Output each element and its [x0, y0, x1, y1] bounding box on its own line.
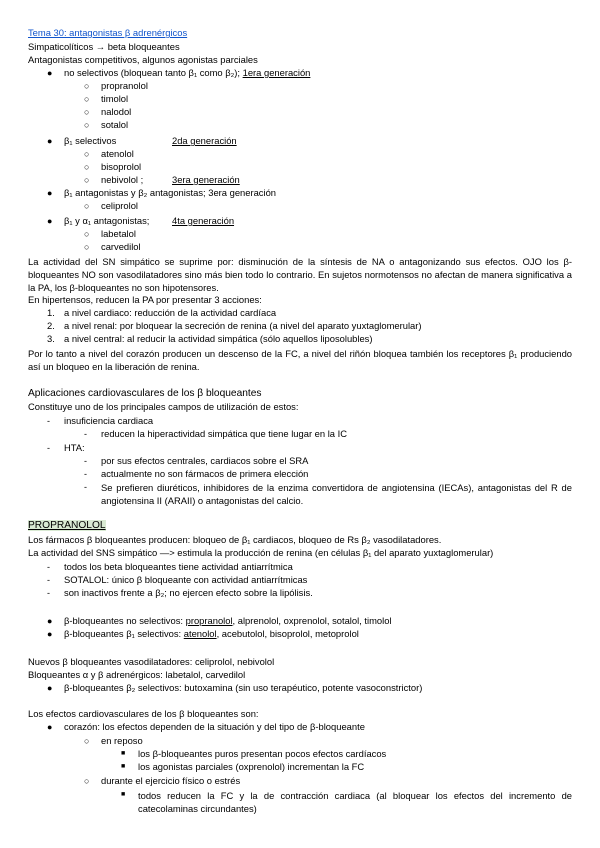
- drug-item: timolol: [101, 93, 129, 104]
- new-vasodilators: Nuevos β bloqueantes vasodilatadores: celiprolol, nebivolol: [28, 656, 275, 667]
- page-title[interactable]: [28, 27, 187, 39]
- bullet-disc: ●: [47, 616, 53, 626]
- hta-subitem: Se prefieren diuréticos, inhibidores de la enzima convertidora de angiotensina (IECAs), antagonistas del R de angiotensina II (ARAII) o antagonistas del calcio.: [101, 482, 572, 506]
- bullet-dash: -: [84, 469, 87, 479]
- propranolol-link: propranolol: [185, 615, 233, 626]
- rest-subitem: los β-bloqueantes puros presentan pocos efectos cardíacos: [138, 748, 387, 759]
- drug-item: labetalol: [101, 228, 136, 239]
- hypertension-line: En hipertensos, reducen la PA por presentar 3 acciones:: [28, 294, 262, 305]
- action-item: a nivel cardiaco: reducción de la actividad cardíaca: [64, 307, 277, 318]
- list-number: 2.: [47, 320, 55, 331]
- drug-item: nalodol: [101, 106, 132, 117]
- dash-item: son inactivos frente a β₂; no ejercen efecto sobre la lipólisis.: [64, 587, 313, 598]
- atenolol-link: atenolol: [183, 628, 217, 639]
- drug-item: atenolol: [101, 148, 134, 159]
- alpha-beta-blockers: Bloqueantes α y β adrenérgicos: labetalol, carvedilol: [28, 669, 246, 680]
- applications-intro: Constituye uno de los principales campos de utilización de estos:: [28, 401, 299, 412]
- ic-item: insuficiencia cardiaca: [64, 415, 154, 426]
- bullet-disc: ●: [47, 216, 53, 226]
- hta-subitem: actualmente no son fármacos de primera elección: [101, 468, 309, 479]
- prop-line-1: Los fármacos β bloqueantes producen: bloqueo de β₁ cardiacos, bloqueo de Rs β₂ vasodilatadores.: [28, 534, 442, 545]
- applications-title: Aplicaciones cardiovasculares de los β bloqueantes: [28, 388, 262, 399]
- bullet-circle: ○: [84, 107, 90, 117]
- effects-title: Los efectos cardiovasculares de los β bloqueantes son:: [28, 708, 259, 719]
- drug-item: sotalol: [101, 119, 129, 130]
- nonselective-list: β-bloqueantes no selectivos: propranolol, alprenolol, oxprenolol, sotalol, timolol: [64, 615, 392, 626]
- gen-3-label: 3era generación: [172, 174, 240, 185]
- bullet-circle: ○: [84, 175, 90, 185]
- bullet-circle: ○: [84, 201, 90, 211]
- bullet-dash: -: [84, 456, 87, 466]
- nonselective-item: no selectivos (bloquean tanto β₁ como β₂); 1era generación: [64, 67, 311, 78]
- bullet-dash: -: [47, 562, 50, 572]
- rest-subitem: los agonistas parciales (oxprenolol) incrementan la FC: [138, 761, 365, 772]
- bullet-square: ■: [121, 763, 126, 770]
- bullet-dash: -: [47, 575, 50, 585]
- bullet-disc: ●: [47, 683, 53, 693]
- selective-list: β-bloqueantes β₁ selectivos: atenolol, acebutolol, bisoprolol, metoprolol: [64, 628, 359, 639]
- drug-item: bisoprolol: [101, 161, 142, 172]
- gen-2-label: 2da generación: [172, 135, 237, 146]
- bullet-circle: ○: [84, 776, 90, 786]
- bullet-circle: ○: [84, 149, 90, 159]
- bullet-circle: ○: [84, 229, 90, 239]
- bullet-square: ■: [121, 791, 126, 798]
- rest-item: en reposo: [101, 735, 143, 746]
- bullet-circle: ○: [84, 94, 90, 104]
- bullet-circle: ○: [84, 242, 90, 252]
- gen-1-label: 1era generación: [242, 67, 311, 78]
- bullet-circle: ○: [84, 120, 90, 130]
- drug-item: propranolol: [101, 80, 148, 91]
- b1-b2-item: β₁ antagonistas y β₂ antagonistas; 3era generación: [64, 187, 276, 198]
- drug-item: celiprolol: [101, 200, 138, 211]
- bullet-dash: -: [47, 443, 50, 453]
- intro-line-1: Simpaticolíticos → beta bloqueantes: [28, 41, 180, 52]
- paragraph-heart: Por lo tanto a nivel del corazón producen un descenso de la FC, a nivel del riñón bloquea también los receptores β₁ produciendo así un bloqueo en la liberación de renina.: [28, 348, 572, 372]
- bullet-dash: -: [84, 482, 87, 492]
- propranolol-heading: PROPRANOLOL: [28, 520, 106, 531]
- bullet-square: ■: [121, 750, 126, 757]
- paragraph-sn: La actividad del SN simpático se suprime por: disminución de la síntesis de NA o antagonizando sus efectos. OJO los β-bloqueantes NO son vasodilatadores sino más bien todo lo contrario. En sujetos normotensos no afectan de manera significativa a la PA, los β-bloqueantes no son hipotensores.: [28, 256, 572, 293]
- prop-line-2: La actividad del SNS simpático —> estimula la producción de renina (en células β₁ del aparato yuxtaglomerular): [28, 547, 494, 558]
- bullet-dash: -: [47, 588, 50, 598]
- ic-subitem: reducen la hiperactividad simpática que tiene lugar en la IC: [101, 428, 347, 439]
- hta-subitem: por sus efectos centrales, cardiacos sobre el SRA: [101, 455, 309, 466]
- dash-item: SOTALOL: único β bloqueante con actividad antiarrítmicas: [64, 574, 308, 585]
- list-number: 1.: [47, 307, 55, 318]
- exercise-subitem: todos reducen la FC y la de contracción cardiaca (al bloquear los efectos del incremento de catecolaminas circundantes): [138, 790, 572, 814]
- intro-line-2: Antagonistas competitivos, algunos agonistas parciales: [28, 54, 258, 65]
- list-number: 3.: [47, 333, 55, 344]
- drug-item: nebivolol ;: [101, 174, 144, 185]
- bullet-circle: ○: [84, 162, 90, 172]
- b1-a1-item: β₁ y α₁ antagonistas;: [64, 215, 150, 226]
- heart-item: corazón: los efectos dependen de la situación y del tipo de β-bloqueante: [64, 721, 365, 732]
- b2-selective-item: β-bloqueantes β₂ selectivos: butoxamina (sin uso terapéutico, potente vasoconstrictor): [64, 682, 423, 693]
- exercise-item: durante el ejercicio físico o estrés: [101, 775, 241, 786]
- drug-item: carvedilol: [101, 241, 141, 252]
- bullet-disc: ●: [47, 68, 53, 78]
- bullet-dash: -: [84, 429, 87, 439]
- gen-4-label: 4ta generación: [172, 215, 235, 226]
- bullet-disc: ●: [47, 136, 53, 146]
- action-item: a nivel renal: por bloquear la secreción de renina (a nivel del aparato yuxtaglomerular): [64, 320, 422, 331]
- bullet-dash: -: [47, 416, 50, 426]
- bullet-disc: ●: [47, 188, 53, 198]
- title-link[interactable]: Tema 30: antagonistas β adrenérgicos: [28, 27, 188, 38]
- hta-item: HTA:: [64, 442, 85, 453]
- bullet-disc: ●: [47, 629, 53, 639]
- dash-item: todos los beta bloqueantes tiene actividad antiarrítmica: [64, 561, 293, 572]
- bullet-disc: ●: [47, 722, 53, 732]
- b1-selective-item: β₁ selectivos: [64, 135, 117, 146]
- bullet-circle: ○: [84, 81, 90, 91]
- bullet-circle: ○: [84, 736, 90, 746]
- action-item: a nivel central: al reducir la actividad simpática (sólo aquellos liposolubles): [64, 333, 373, 344]
